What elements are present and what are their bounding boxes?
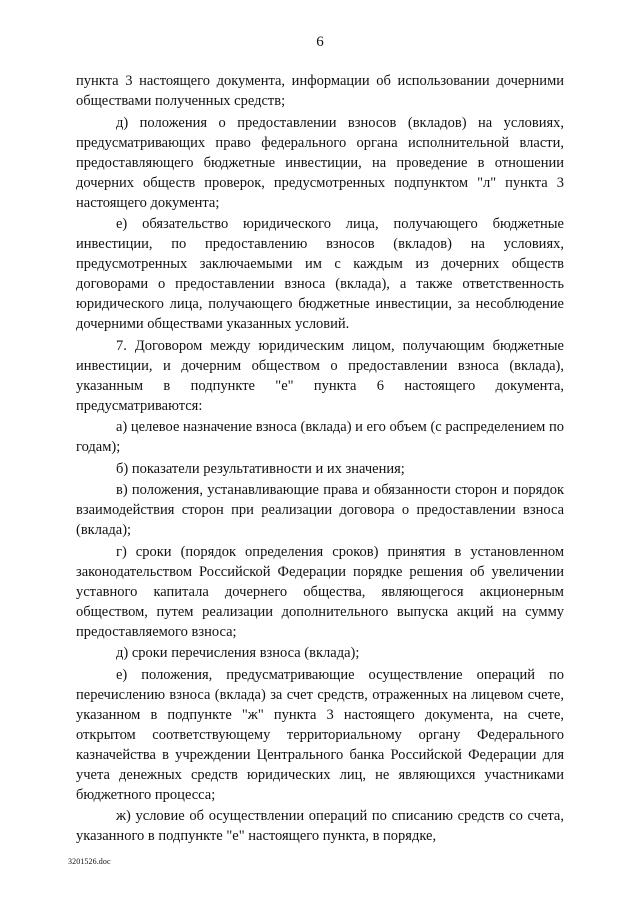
footer-doc-name: 3201526.doc [68,857,111,866]
paragraph: д) сроки перечисления взноса (вклада); [116,645,360,661]
page-number: 6 [316,34,324,50]
paragraph: 7. Договором между юридическим лицом, получающим бюджетные инвестиции, и дочерним обществом о предоставлении взноса (вклада), указанным в подпункте "е" пункта 6 настоящего документа, предусматриваются: [76,337,564,414]
paragraph: е) обязательство юридического лица, получающего бюджетные инвестиции, по предоставлению взносов (вкладов) на условиях, предусмотренных заключаемыми им с каждым из дочерних обществ договорами о предоставлении взноса (вклада), а также ответственность юридического лица, получающего бюджетные инвестиции, за несоблюдение дочерними обществами указанных условий. [76,216,564,332]
paragraph: ж) условие об осуществлении операций по списанию средств со счета, указанного в подпункте "е" настоящего пункта, в порядке, [76,808,564,844]
paragraph: пункта 3 настоящего документа, информации об использовании дочерними обществами полученных средств; [76,73,564,109]
paragraph: а) целевое назначение взноса (вклада) и его объем (с распределением по годам); [76,419,564,455]
document-body [76,71,564,848]
paragraph: в) положения, устанавливающие права и обязанности сторон и порядок взаимодействия сторон при реализации договора о предоставлении взноса (вклада); [76,482,564,538]
paragraph: б) показатели результативности и их значения; [116,460,405,477]
paragraph: е) положения, предусматривающие осуществление операций по перечислению взноса (вклада) за счет средств, отраженных на лицевом счете, указанном в подпункте "ж" пункта 3 настоящего документа, на счете, открытом соответствующему территориальному органу Федерального казначейства в учреждении Центрального банка Российской Федерации для учета денежных средств юридических лиц, не являющихся участниками бюджетного процесса; [76,666,564,803]
paragraph: г) сроки (порядок определения сроков) принятия в установленном законодательством Российской Федерации порядке решения об увеличении уставного капитала дочернего общества, являющегося акционерным обществом, путем реализации дополнительного выпуска акций на сумму предоставляемого взноса; [76,543,564,640]
paragraph: д) положения о предоставлении взносов (вкладов) на условиях, предусматривающих право федерального органа исполнительной власти, предоставляющего бюджетные инвестиции, на проведение в отношении дочерних обществ проверок, предусмотренных подпунктом "л" пункта 3 настоящего документа; [76,114,564,211]
